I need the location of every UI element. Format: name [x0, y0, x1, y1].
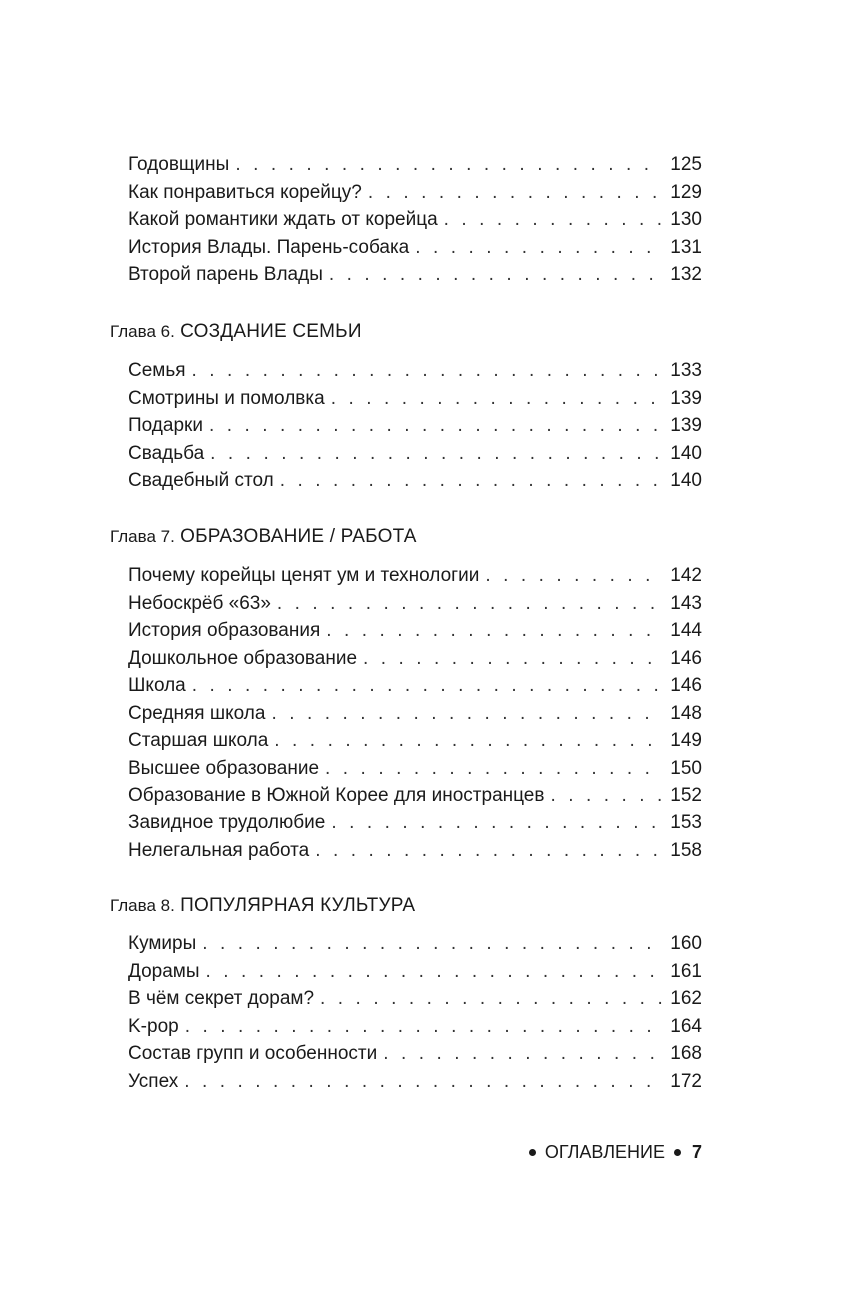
entry-page: 160 [670, 933, 702, 954]
toc-entry[interactable] [128, 590, 702, 618]
entry-page: 130 [670, 209, 702, 230]
entry-title: Образование в Южной Корее для иностранцев [128, 785, 545, 806]
entry-title: Высшее образование [128, 758, 320, 779]
toc-entry[interactable] [128, 809, 702, 837]
dot-leader [325, 755, 662, 783]
entry-title: Годовщины [128, 154, 230, 175]
entry-page: 144 [670, 620, 702, 641]
dot-leader [185, 1013, 662, 1041]
entry-title: K-pop [128, 1016, 179, 1037]
dot-leader [368, 179, 662, 207]
dot-leader [210, 440, 662, 468]
entry-title: Средняя школа [128, 703, 266, 724]
toc-entry[interactable] [128, 837, 702, 865]
entry-title: Состав групп и особенности [128, 1043, 378, 1064]
entry-page: 139 [670, 388, 702, 409]
bullet-icon [674, 1149, 681, 1156]
dot-leader [280, 467, 662, 495]
dot-leader [383, 1040, 662, 1068]
entry-title: В чём секрет дорам? [128, 988, 315, 1009]
toc-entry[interactable] [128, 930, 702, 958]
page-number: 7 [691, 1142, 702, 1162]
toc-entry[interactable] [128, 179, 702, 207]
entry-title: Смотрины и помолвка [128, 388, 325, 409]
entry-page: 125 [670, 154, 702, 175]
dot-leader [192, 357, 662, 385]
chapter-title: СОЗДАНИЕ СЕМЬИ [180, 321, 362, 342]
toc-entry[interactable] [128, 412, 702, 440]
toc-entry[interactable] [128, 261, 702, 289]
entry-page: 146 [670, 675, 702, 696]
entry-title: Завидное трудолюбие [128, 812, 326, 833]
toc-entry[interactable] [128, 645, 702, 673]
entry-page: 172 [670, 1071, 702, 1092]
dot-leader [274, 727, 662, 755]
toc-entry[interactable] [128, 385, 702, 413]
entry-page: 139 [670, 415, 702, 436]
entry-page: 162 [670, 988, 702, 1009]
entry-title: Свадьба [128, 443, 205, 464]
toc-entry[interactable] [128, 151, 702, 179]
toc-entry[interactable] [128, 672, 702, 700]
dot-leader [184, 1068, 662, 1096]
entry-title: Небоскрёб «63» [128, 593, 271, 614]
dot-leader [444, 206, 662, 234]
bullet-icon [529, 1149, 536, 1156]
chapter-label: Глава 8. [110, 896, 175, 915]
entry-page: 161 [670, 961, 702, 982]
entry-page: 148 [670, 703, 702, 724]
entry-page: 150 [670, 758, 702, 779]
entry-title: Дорамы [128, 961, 200, 982]
entry-page: 143 [670, 593, 702, 614]
dot-leader [415, 234, 662, 262]
toc-entry[interactable] [128, 727, 702, 755]
chapter-title: ПОПУЛЯРНАЯ КУЛЬТУРА [180, 895, 416, 916]
entry-title: Свадебный стол [128, 470, 274, 491]
dot-leader [192, 672, 662, 700]
entry-title: Нелегальная работа [128, 840, 310, 861]
entry-page: 164 [670, 1016, 702, 1037]
chapter-heading [110, 522, 417, 552]
chapter-title: ОБРАЗОВАНИЕ / РАБОТА [180, 526, 417, 547]
chapter-label: Глава 7. [110, 527, 175, 546]
dot-leader [209, 412, 662, 440]
chapter-heading [110, 891, 415, 921]
toc-entry[interactable] [128, 440, 702, 468]
dot-leader [206, 958, 662, 986]
dot-leader [235, 151, 662, 179]
toc-entry[interactable] [128, 755, 702, 783]
toc-entry[interactable] [128, 700, 702, 728]
entry-page: 168 [670, 1043, 702, 1064]
toc-entry[interactable] [128, 357, 702, 385]
running-footer [520, 1137, 702, 1167]
toc-entry[interactable] [128, 1068, 702, 1096]
entry-title: История образования [128, 620, 321, 641]
entry-page: 131 [670, 237, 702, 258]
entry-title: Семья [128, 360, 186, 381]
dot-leader [363, 645, 662, 673]
entry-title: Почему корейцы ценят ум и технологии [128, 565, 480, 586]
toc-entry[interactable] [128, 985, 702, 1013]
toc-entry[interactable] [128, 782, 702, 810]
entry-page: 158 [670, 840, 702, 861]
chapter-heading [110, 317, 362, 347]
dot-leader [329, 261, 662, 289]
toc-entry[interactable] [128, 1040, 702, 1068]
running-head: ОГЛАВЛЕНИЕ [544, 1142, 665, 1162]
toc-entry[interactable] [128, 234, 702, 262]
entry-title: Старшая школа [128, 730, 269, 751]
dot-leader [320, 985, 662, 1013]
toc-entry[interactable] [128, 617, 702, 645]
entry-title: Второй парень Влады [128, 264, 323, 285]
entry-title: Кумиры [128, 933, 197, 954]
entry-page: 152 [670, 785, 702, 806]
toc-entry[interactable] [128, 562, 702, 590]
entry-title: Дошкольное образование [128, 648, 358, 669]
entry-title: Школа [128, 675, 186, 696]
entry-page: 140 [670, 470, 702, 491]
entry-page: 133 [670, 360, 702, 381]
entry-title: Какой романтики ждать от корейца [128, 209, 438, 230]
dot-leader [271, 700, 662, 728]
toc-entry[interactable] [128, 467, 702, 495]
entry-page: 149 [670, 730, 702, 751]
toc-entry[interactable] [128, 958, 702, 986]
entry-title: Успех [128, 1071, 179, 1092]
dot-leader [315, 837, 662, 865]
dot-leader [485, 562, 662, 590]
entry-page: 146 [670, 648, 702, 669]
entry-title: Как понравиться корейцу? [128, 182, 362, 203]
dot-leader [331, 809, 662, 837]
dot-leader [202, 930, 662, 958]
toc-entry[interactable] [128, 206, 702, 234]
entry-page: 132 [670, 264, 702, 285]
entry-page: 142 [670, 565, 702, 586]
toc-entry[interactable] [128, 1013, 702, 1041]
entry-page: 140 [670, 443, 702, 464]
dot-leader [331, 385, 662, 413]
dot-leader [277, 590, 662, 618]
dot-leader [326, 617, 662, 645]
entry-page: 153 [670, 812, 702, 833]
dot-leader [550, 782, 662, 810]
chapter-label: Глава 6. [110, 322, 175, 341]
entry-title: История Влады. Парень-собака [128, 237, 410, 258]
entry-page: 129 [670, 182, 702, 203]
entry-title: Подарки [128, 415, 203, 436]
